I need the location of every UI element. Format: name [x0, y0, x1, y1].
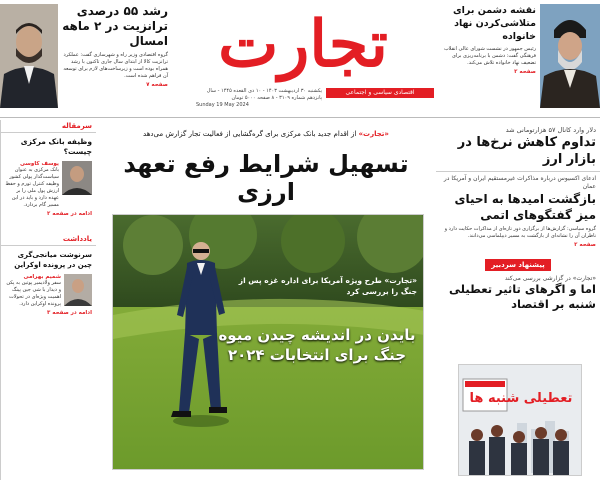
- top-right-body: رئیس جمهور در نشست شورای عالی انقلاب فرهنگی گفت: دشمن با برنامه‌ریزی برای تضعیف نهاد خانواده تلاش می‌کند.: [443, 46, 536, 66]
- editor-pick-label: پیشنهاد سردبیر: [485, 259, 550, 271]
- logo-tagline: اقتصادی سیاسی و اجتماعی: [326, 88, 434, 98]
- lead-kicker-source: «تجارت»: [358, 130, 389, 138]
- editorial-author: یوسف کاوسی: [19, 161, 59, 167]
- center-column: [100, 120, 432, 480]
- top-right-story[interactable]: [436, 4, 536, 75]
- right-column: [436, 120, 600, 480]
- photo-headline[interactable]: بایدن در اندیشه چیدن میوه جنگ برای انتخابات ۲۰۲۴: [218, 326, 416, 364]
- author-avatar: [62, 161, 92, 195]
- note-section-label: یادداشت: [1, 233, 96, 246]
- lead-headline[interactable]: تسهیل شرایط رفع تعهد ارزی: [123, 150, 409, 206]
- nuclear-body: گروه سیاسی: گزارش‌ها از برگزاری دور تازه‌ای از مذاکرات حکایت دارد و ناظران آن را نشانه‌ای از بازگشت به مسیر دیپلماسی می‌دانند.: [444, 226, 596, 239]
- newspaper-logo: [172, 2, 434, 88]
- top-left-page-ref: صفحه ۷: [146, 82, 168, 88]
- top-left-story[interactable]: [62, 4, 168, 88]
- minister-portrait: [0, 4, 58, 108]
- note-block[interactable]: [1, 250, 96, 316]
- nuclear-kicker: ادعای اکسیوس درباره مذاکرات غیرمستقیم ایران و آمریکا در عمان: [443, 175, 596, 190]
- masthead: [0, 0, 600, 118]
- holiday-photo[interactable]: [458, 364, 582, 476]
- lead-photo[interactable]: [112, 214, 424, 470]
- lead-kicker: [100, 130, 432, 138]
- note-author: شمیم بهرامی: [23, 274, 61, 280]
- currency-kicker: دلار وارد کانال ۵۷ هزارتومانی شد: [505, 126, 596, 134]
- editorial-body: بانک مرکزی به عنوان سیاست‌گذار پولی کشور وظیفه کنترل تورم و حفظ ارزش پول ملی را بر عهده دارد و باید در این مسیر گام بردارد.: [5, 167, 59, 208]
- nuclear-page-ref: صفحه ۲: [574, 242, 596, 248]
- holiday-photo-caption: تعطیلی شنبه ها: [469, 391, 573, 406]
- nuclear-talks-story[interactable]: [436, 175, 600, 248]
- editorial-block[interactable]: [1, 137, 96, 217]
- saturday-holiday-story[interactable]: [436, 271, 600, 312]
- dateline: [196, 88, 322, 109]
- note-author-avatar: [64, 274, 92, 306]
- note-body: سفر ولادیمیر پوتین به پکن و دیدار با شی جین پینگ اهمیت ویژه‌ای در تحولات پرونده اوکراین دارد.: [6, 280, 61, 307]
- editorial-section-label: سرمقاله: [1, 120, 96, 133]
- holiday-headline[interactable]: اما و اگرهای تاثیر تعطیلی شنبه بر اقتصاد: [449, 282, 596, 311]
- divider: [436, 171, 600, 172]
- holiday-kicker: «تجارت» در گزارشی بررسی می‌کند: [504, 275, 596, 282]
- lead-kicker-text: از اقدام جدید بانک مرکزی برای گره‌گشایی از فعالیت تجار گزارش می‌دهد: [143, 130, 357, 138]
- dateline-persian: یکشنبه ۳۰ اردیبهشت ۱۴۰۳ - ۱۰ ذی القعده ۱۴۴۵ - سال پانزدهم شماره ۳۱۰۹ - ۸ صفحه ۵۰۰۰ تومان: [206, 88, 322, 101]
- top-right-page-ref: صفحه ۲: [514, 69, 536, 75]
- top-right-headline[interactable]: نقشه دشمن برای متلاشی‌کردن نهاد خانواده: [452, 5, 536, 42]
- top-left-body: گروه اقتصادی وزیر راه و شهرسازی گفت: عملکرد ترانزیت کالا از ابتدای سال جاری تاکنون با رشد همراه بوده است و زیرساخت‌های لازم برای توسعه آن فراهم شده است.: [63, 52, 168, 79]
- editorial-continue: ادامه در صفحه ۲: [47, 211, 92, 217]
- logo-text: تجارت: [218, 7, 388, 82]
- note-headline[interactable]: سرنوشت میانجی‌گری چین در پرونده اوکراین: [14, 251, 92, 269]
- currency-story[interactable]: [436, 126, 600, 168]
- top-left-headline[interactable]: رشد ۵۵ درصدی ترانزیت در ۲ ماهه امسال: [62, 4, 168, 48]
- holiday-illustration: [458, 365, 581, 476]
- currency-headline[interactable]: تداوم کاهش نرخ‌ها در بازار ارز: [457, 135, 596, 167]
- left-column: [0, 120, 96, 480]
- photo-kicker: «تجارت» طرح ویژه آمریکا برای اداره غزه پس از جنگ را بررسی کرد: [238, 276, 417, 296]
- president-portrait: [540, 4, 600, 108]
- nuclear-headline[interactable]: بازگشت امیدها به احیای میز گفتگوهای اتمی: [454, 192, 596, 222]
- editorial-headline[interactable]: وظیفه بانک مرکزی چیست؟: [20, 137, 92, 156]
- note-continue: ادامه در صفحه ۳: [47, 310, 92, 316]
- dateline-latin: Sunday 19 May 2024: [196, 102, 249, 108]
